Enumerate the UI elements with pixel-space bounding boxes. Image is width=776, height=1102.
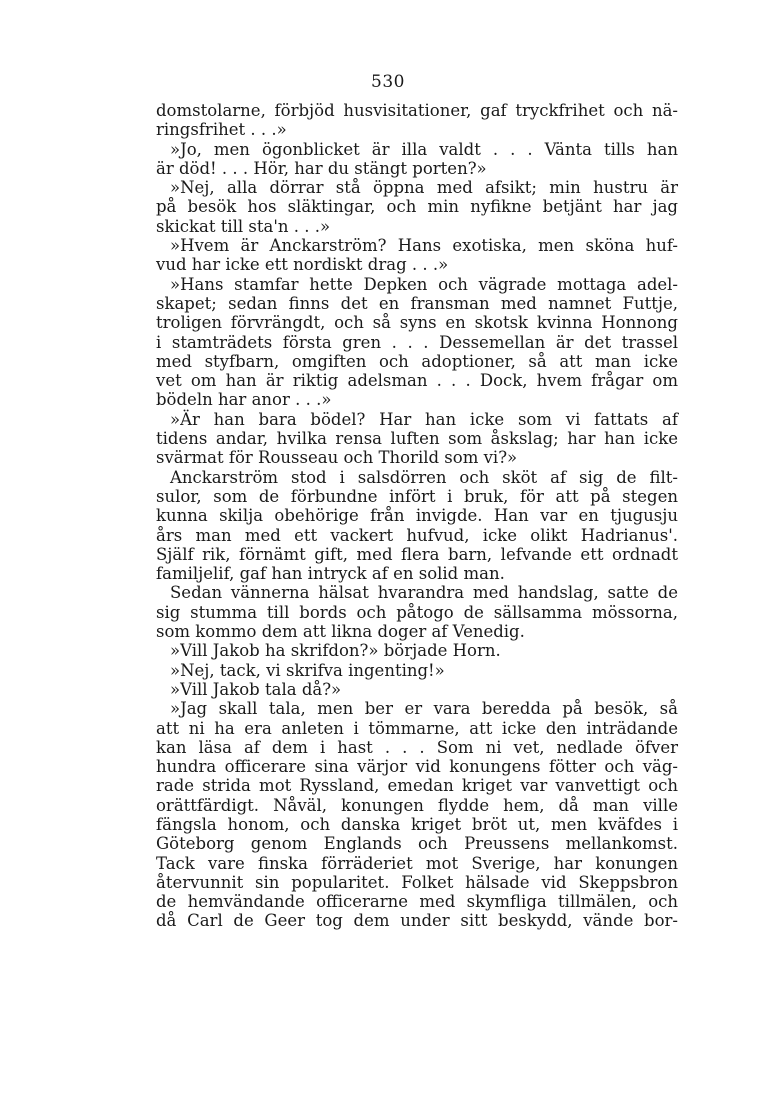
text-line: »Jag skall tala, men ber er vara beredda på besök, så [170,699,678,719]
text-line: »Vill Jakob ha skrifdon?» började Horn. [170,641,501,661]
text-line: orättfärdigt. Nåväl, konungen flydde hem, då man ville [156,795,678,815]
text-line: »Är han bara bödel? Har han icke som vi fattats af [170,409,678,429]
text-line: kunna skilja obehörige från invigde. Han var en tjugusju [156,506,678,526]
text-line: Sedan vännerna hälsat hvarandra med handslag, satte de [170,583,678,603]
text-line: hundra officerare sina värjor vid konungens fötter och väg- [156,757,678,777]
text-line: skapet; sedan finns det en fransman med namnet Futtje, [156,293,678,313]
body-text [156,101,678,931]
text-line: tidens andar, hvilka rensa luften som åskslag; har han icke [156,429,678,449]
text-line: som kommo dem att likna doger af Venedig. [156,622,525,642]
text-line: återvunnit sin popularitet. Folket hälsade vid Skeppsbron [156,872,678,892]
text-line: vet om han är riktig adelsman . . . Dock, hvem frågar om [156,371,678,391]
text-line: bödeln har anor . . .» [156,390,332,410]
text-line: »Hans stamfar hette Depken och vägrade mottaga adel- [170,274,678,294]
text-line: domstolarne, förbjöd husvisitationer, gaf tryckfrihet och nä- [156,101,678,120]
text-line: Göteborg genom Englands och Preussens mellankomst. [156,834,678,854]
text-line: »Vill Jakob tala då?» [170,679,342,699]
text-line: troligen förvrängdt, och så syns en skotsk kvinna Honnong [156,313,678,333]
text-line: att ni ha era anleten i tömmarne, att icke den inträdande [156,718,678,738]
text-line: fängsla honom, och danska kriget bröt ut, men kväfdes i [156,814,678,834]
text-line: då Carl de Geer tog dem under sitt beskydd, vände bor- [156,911,678,931]
text-line: kan läsa af dem i hast . . . Som ni vet, nedlade öfver [156,737,678,757]
text-line: rade strida mot Ryssland, emedan kriget var vanvettigt och [156,776,678,796]
text-line: »Nej, tack, vi skrifva ingenting!» [170,660,445,680]
text-line: Anckarström stod i salsdörren och sköt af sig de filt- [170,467,678,487]
text-line: »Hvem är Anckarström? Hans exotiska, men sköna huf- [170,236,678,256]
text-line: skickat till sta'n . . .» [156,216,331,236]
text-line: års man med ett vackert hufvud, icke olikt Hadrianus'. [156,525,678,545]
text-line: familjelif, gaf han intryck af en solid man. [156,564,505,584]
text-line: med styfbarn, omgiften och adoptioner, så att man icke [156,351,678,371]
text-line: i stamträdets första gren . . . Dessemellan är det trassel [156,332,678,352]
page-number: 530 [371,72,405,92]
text-line: ringsfrihet . . .» [156,120,287,140]
text-line: sig stumma till bords och påtogo de sällsamma mössorna, [156,602,678,622]
text-line: Själf rik, förnämt gift, med flera barn, lefvande ett ordnadt [156,544,678,564]
text-line: är död! . . . Hör, har du stängt porten?» [156,158,487,178]
text-line: de hemvändande officerarne med skymfliga tillmälen, och [156,892,678,912]
text-line: »Nej, alla dörrar stå öppna med afsikt; min hustru är [170,178,678,198]
text-line: Tack vare finska förräderiet mot Sverige, har konungen [156,853,678,873]
text-line: vud har icke ett nordiskt drag . . .» [156,255,449,275]
text-line: sulor, som de förbundne infört i bruk, för att på stegen [156,486,678,506]
text-line: svärmat för Rousseau och Thorild som vi?» [156,448,518,468]
text-line: »Jo, men ögonblicket är illa valdt . . . Vänta tills han [170,139,678,159]
text-line: på besök hos släktingar, och min nyfikne betjänt har jag [156,197,678,217]
